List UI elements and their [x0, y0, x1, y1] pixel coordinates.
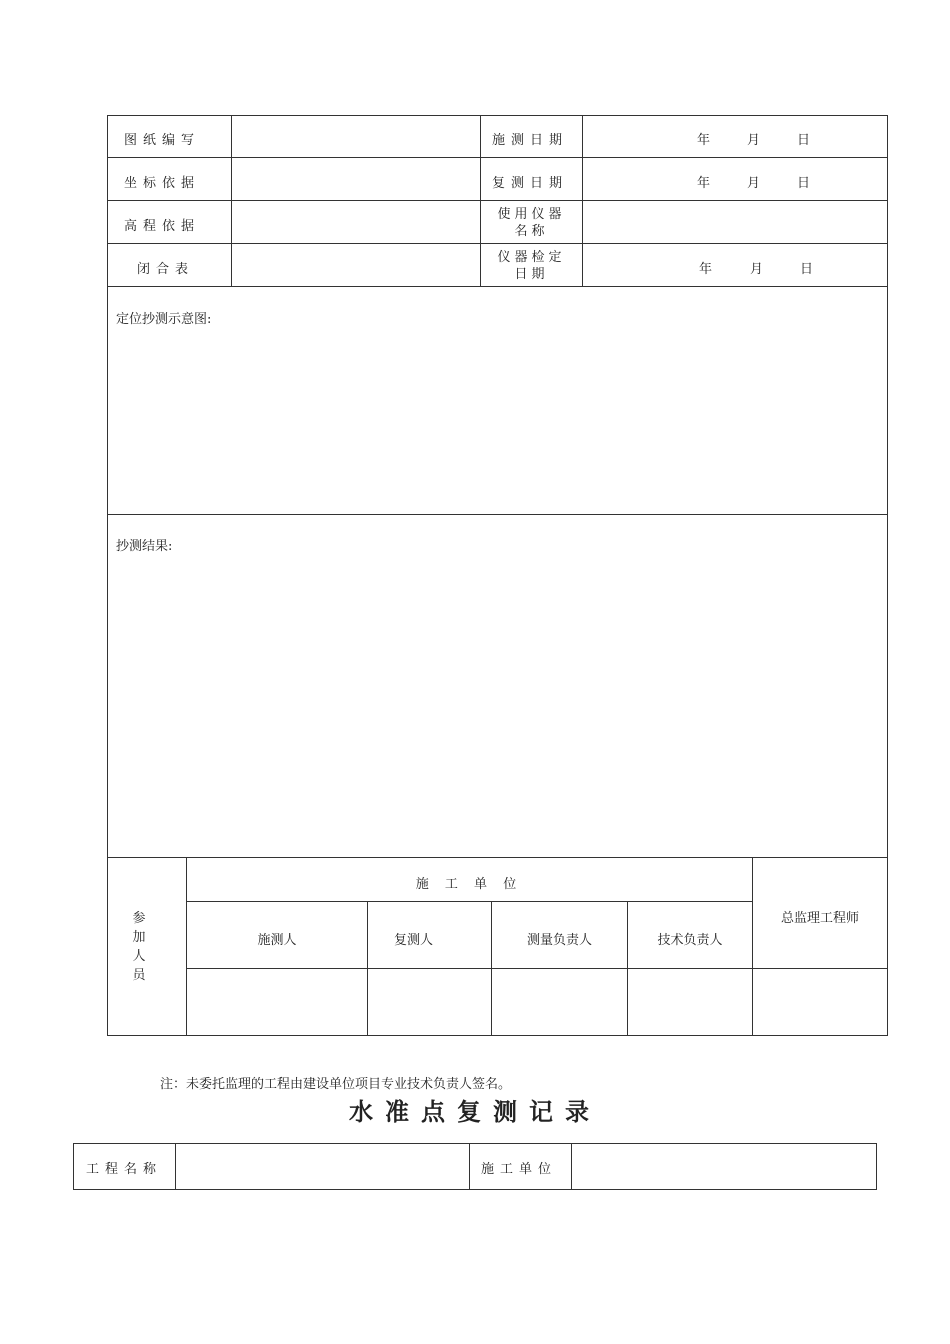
- result-label: 抄测结果:: [116, 539, 173, 554]
- year-unit: 年: [699, 262, 713, 277]
- form-border-left: [73, 1143, 74, 1190]
- side-char: 参: [132, 911, 146, 926]
- row-divider: [107, 857, 888, 858]
- recheck-date-field[interactable]: [583, 172, 887, 190]
- side-char: 人: [132, 949, 146, 964]
- month-unit: 月: [747, 176, 761, 191]
- day-unit: 日: [800, 262, 814, 277]
- participants-side-label: [131, 909, 147, 985]
- drawing-label: 图纸编写: [124, 133, 201, 148]
- side-char: 员: [132, 968, 146, 983]
- rechecker-signature[interactable]: [368, 969, 491, 1035]
- drawing-field[interactable]: [232, 116, 480, 157]
- day-unit: 日: [797, 176, 811, 191]
- construction-date-field[interactable]: [583, 129, 887, 147]
- elevation-basis-field[interactable]: [232, 201, 480, 243]
- instrument-check-label-line1: 仪器检定: [497, 250, 566, 265]
- tech-lead-signature[interactable]: [628, 969, 752, 1035]
- month-unit: 月: [747, 133, 761, 148]
- form-border-right: [887, 115, 888, 1036]
- row-divider: [107, 157, 888, 158]
- row-divider: [107, 286, 888, 287]
- chief-engineer-signature[interactable]: [753, 969, 887, 1035]
- form-border-top: [107, 115, 888, 116]
- construction-unit-field[interactable]: [572, 1144, 876, 1189]
- form-border-right: [876, 1143, 877, 1190]
- construction-unit-label: 施工单位: [481, 1162, 558, 1177]
- form-border-bottom: [73, 1189, 877, 1190]
- row-divider: [107, 514, 888, 515]
- result-area[interactable]: [108, 558, 887, 857]
- side-char: 加: [132, 930, 146, 945]
- project-name-field[interactable]: [176, 1144, 469, 1189]
- year-unit: 年: [697, 176, 711, 191]
- instrument-check-label-line2: 日期: [514, 267, 549, 282]
- instrument-name-label-line1: 使用仪器: [497, 207, 566, 222]
- col-divider: [469, 1143, 470, 1190]
- instrument-name-field[interactable]: [583, 201, 887, 243]
- coordinate-basis-label: 坐标依据: [124, 176, 201, 191]
- year-unit: 年: [697, 133, 711, 148]
- instrument-check-date-field[interactable]: [583, 258, 887, 276]
- elevation-basis-label: 高程依据: [124, 219, 201, 234]
- survey-lead-header: 测量负责人: [526, 933, 592, 948]
- form-border-bottom: [107, 1035, 888, 1036]
- row-divider: [107, 243, 888, 244]
- month-unit: 月: [750, 262, 764, 277]
- construction-unit-header: 施 工 单 位: [415, 877, 523, 892]
- rechecker-header: 复测人: [393, 933, 433, 948]
- surveyor-header: 施测人: [257, 933, 297, 948]
- survey-lead-signature[interactable]: [492, 969, 627, 1035]
- row-divider: [186, 901, 752, 902]
- instrument-name-label-line2: 名称: [514, 224, 549, 239]
- recheck-date-label: 复测日期: [492, 176, 569, 191]
- project-name-label: 工程名称: [86, 1162, 163, 1177]
- tech-lead-header: 技术负责人: [657, 933, 723, 948]
- instrument-name-label: [481, 206, 582, 240]
- day-unit: 日: [797, 133, 811, 148]
- chief-engineer-header: 总监理工程师: [780, 911, 859, 926]
- instrument-check-label: [481, 249, 582, 283]
- second-form-title: 水准点复测记录: [349, 1098, 601, 1126]
- form-note: 注：未委托监理的工程由建设单位项目专业技术负责人签名。: [160, 1077, 512, 1092]
- sketch-area[interactable]: [108, 330, 887, 514]
- closure-table-label: 闭合表: [137, 262, 195, 277]
- construction-date-label: 施测日期: [492, 133, 569, 148]
- sketch-label: 定位抄测示意图:: [116, 312, 212, 327]
- closure-table-field[interactable]: [232, 244, 480, 286]
- coordinate-basis-field[interactable]: [232, 158, 480, 200]
- surveyor-signature[interactable]: [187, 969, 367, 1035]
